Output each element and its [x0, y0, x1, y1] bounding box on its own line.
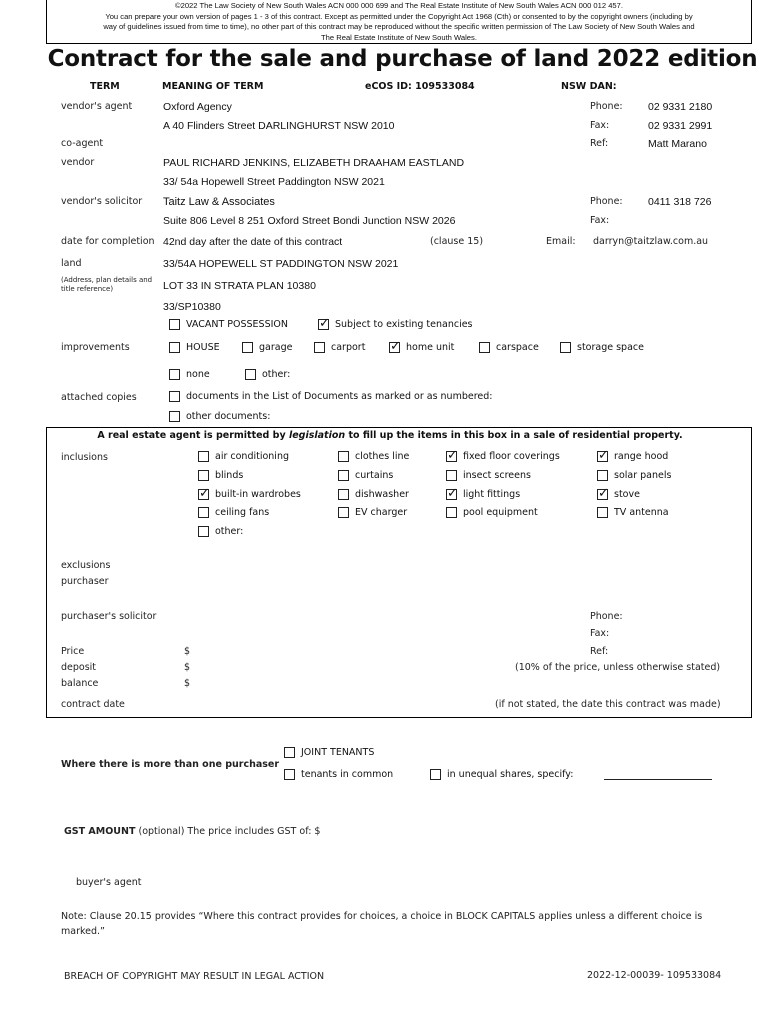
solicitor-label: vendor's solicitor: [61, 196, 143, 207]
fixed-floor-coverings-checkbox[interactable]: ✓ fixed floor coverings: [446, 451, 560, 462]
dishwasher-checkbox[interactable]: dishwasher: [338, 489, 409, 500]
inclusions-other-checkbox[interactable]: other:: [198, 526, 243, 537]
solicitor-phone[interactable]: 0411 318 726: [648, 196, 712, 208]
solicitor-phone-label: Phone:: [590, 196, 623, 207]
unequal-shares-checkbox[interactable]: in unequal shares, specify:: [430, 769, 573, 780]
purchaser-ref-label: Ref:: [590, 646, 609, 657]
built-in-wardrobes-checkbox[interactable]: ✓ built-in wardrobes: [198, 489, 301, 500]
banner-line: The Real Estate Institute of New South Wales.: [321, 32, 477, 42]
inclusions-label: inclusions: [61, 452, 108, 463]
air-conditioning-checkbox[interactable]: air conditioning: [198, 451, 289, 462]
blinds-checkbox[interactable]: blinds: [198, 470, 243, 481]
nsw-dan: NSW DAN:: [561, 81, 617, 92]
clothes-line-checkbox[interactable]: clothes line: [338, 451, 409, 462]
exclusions-label: exclusions: [61, 560, 111, 571]
footer-reference: 2022-12-00039- 109533084: [587, 970, 722, 981]
light-fittings-checkbox[interactable]: ✓ light fittings: [446, 489, 520, 500]
none-checkbox[interactable]: none: [169, 369, 210, 380]
balance-dollar[interactable]: $: [184, 678, 191, 689]
storage-space-checkbox[interactable]: storage space: [560, 342, 644, 353]
vendor-address[interactable]: 33/ 54a Hopewell Street Paddington NSW 2021: [163, 176, 385, 188]
insect-screens-checkbox[interactable]: insect screens: [446, 470, 531, 481]
carport-checkbox[interactable]: carport: [314, 342, 365, 353]
purchaser-fax-label: Fax:: [590, 628, 610, 639]
solicitor-address[interactable]: Suite 806 Level 8 251 Oxford Street Bondi Junction NSW 2026: [163, 215, 456, 227]
home-unit-checkbox[interactable]: ✓ home unit: [389, 342, 454, 353]
deposit-label: deposit: [61, 662, 97, 673]
ev-charger-checkbox[interactable]: EV charger: [338, 507, 407, 518]
banner-line: You can prepare your own version of pages 1 - 3 of this contract. Except as permitted under the Copyright Act 1968 (Cth) or consented to by the copyright owners (including by: [105, 11, 693, 21]
gst-line: GST AMOUNT (optional) The price includes GST of: $: [64, 826, 321, 837]
banner-line: ©2022 The Law Society of New South Wales ACN 000 000 699 and The Real Estate Institute of New South Wales ACN 000 012 457.: [175, 1, 623, 10]
term-header: TERM: [90, 81, 120, 92]
vendor-name[interactable]: PAUL RICHARD JENKINS, ELIZABETH DRAAHAM EASTLAND: [163, 157, 465, 169]
purchaser-solicitor-label: purchaser's solicitor: [61, 611, 157, 622]
pool-equipment-checkbox[interactable]: pool equipment: [446, 507, 538, 518]
footer-copyright: BREACH OF COPYRIGHT MAY RESULT IN LEGAL ACTION: [64, 971, 325, 982]
buyers-agent-label: buyer's agent: [76, 877, 142, 888]
land-sublabel: (Address, plan details and title reference): [61, 276, 153, 293]
agent-ref[interactable]: Matt Marano: [648, 138, 707, 150]
unequal-shares-field[interactable]: [604, 779, 712, 780]
stove-checkbox[interactable]: ✓ stove: [597, 489, 640, 500]
coagent-label: co-agent: [61, 138, 104, 149]
deposit-dollar[interactable]: $: [184, 662, 191, 673]
completion-value[interactable]: 42nd day after the date of this contract: [163, 236, 343, 248]
page-title: Contract for the sale and purchase of land 2022 edition: [47, 46, 758, 72]
land-title-ref[interactable]: 33/SP10380: [163, 301, 221, 313]
vacant-possession-checkbox[interactable]: VACANT POSSESSION: [169, 319, 288, 330]
agent-address[interactable]: A 40 Flinders Street DARLINGHURST NSW 2010: [163, 120, 395, 132]
ecos-id: eCOS ID: 109533084: [365, 81, 475, 92]
price-dollar[interactable]: $: [184, 646, 191, 657]
other-documents-checkbox[interactable]: other documents:: [169, 411, 270, 422]
contract-date-note: (if not stated, the date this contract was made): [495, 699, 721, 710]
tv-antenna-checkbox[interactable]: TV antenna: [597, 507, 669, 518]
agent-name[interactable]: Oxford Agency: [163, 101, 232, 113]
land-plan[interactable]: LOT 33 IN STRATA PLAN 10380: [163, 280, 316, 292]
contract-date-label: contract date: [61, 699, 125, 710]
balance-label: balance: [61, 678, 99, 689]
solicitor-name[interactable]: Taitz Law & Associates: [163, 196, 275, 208]
land-address[interactable]: 33/54A HOPEWELL ST PADDINGTON NSW 2021: [163, 258, 399, 270]
multiple-purchaser-label: Where there is more than one purchaser: [61, 759, 280, 770]
solar-panels-checkbox[interactable]: solar panels: [597, 470, 671, 481]
price-label: Price: [61, 646, 85, 657]
agent-ref-label: Ref:: [590, 138, 609, 149]
checkbox-box-checked[interactable]: [318, 319, 329, 330]
agent-phone-label: Phone:: [590, 101, 623, 112]
box-heading: A real estate agent is permitted by legislation to fill up the items in this box in a sale of residential property.: [97, 430, 683, 441]
note-line-2: marked.”: [61, 926, 105, 937]
agent-label: vendor's agent: [61, 101, 133, 112]
purchaser-label: purchaser: [61, 576, 109, 587]
attached-label: attached copies: [61, 392, 137, 403]
solicitor-fax-label: Fax:: [590, 215, 610, 226]
existing-tenancies-checkbox[interactable]: ✓ Subject to existing tenancies: [318, 319, 473, 330]
ceiling-fans-checkbox[interactable]: ceiling fans: [198, 507, 269, 518]
carspace-checkbox[interactable]: carspace: [479, 342, 539, 353]
tenants-in-common-checkbox[interactable]: tenants in common: [284, 769, 393, 780]
garage-checkbox[interactable]: garage: [242, 342, 292, 353]
email-value[interactable]: darryn@taitzlaw.com.au: [593, 236, 709, 247]
agent-fax[interactable]: 02 9331 2991: [648, 120, 713, 132]
purchaser-phone-label: Phone:: [590, 611, 623, 622]
agent-phone[interactable]: 02 9331 2180: [648, 101, 713, 113]
checkbox-box[interactable]: [169, 319, 180, 330]
completion-label: date for completion: [61, 236, 155, 247]
curtains-checkbox[interactable]: curtains: [338, 470, 393, 481]
email-label: Email:: [546, 236, 576, 247]
banner-line: way of guidelines issued from time to time), no other part of this contract may be reproduced without the specific written permission of The Law Society of New South Wales and: [103, 22, 695, 31]
note-line-1: Note: Clause 20.15 provides “Where this contract provides for choices, a choice in BLOCK CAPITALS applies unless a different choice is: [61, 911, 703, 922]
agent-fax-label: Fax:: [590, 120, 610, 131]
range-hood-checkbox[interactable]: ✓ range hood: [597, 451, 668, 462]
improvements-label: improvements: [61, 342, 130, 353]
joint-tenants-checkbox[interactable]: JOINT TENANTS: [284, 747, 374, 758]
completion-clause: (clause 15): [430, 236, 484, 247]
house-checkbox[interactable]: HOUSE: [169, 342, 220, 353]
list-documents-checkbox[interactable]: documents in the List of Documents as marked or as numbered:: [169, 391, 492, 402]
copyright-banner: [46, 0, 752, 44]
improvements-other-checkbox[interactable]: other:: [245, 369, 290, 380]
land-label: land: [61, 258, 82, 269]
meaning-header: MEANING OF TERM: [162, 81, 264, 92]
deposit-note: (10% of the price, unless otherwise stated): [515, 662, 721, 673]
vendor-label: vendor: [61, 157, 95, 168]
